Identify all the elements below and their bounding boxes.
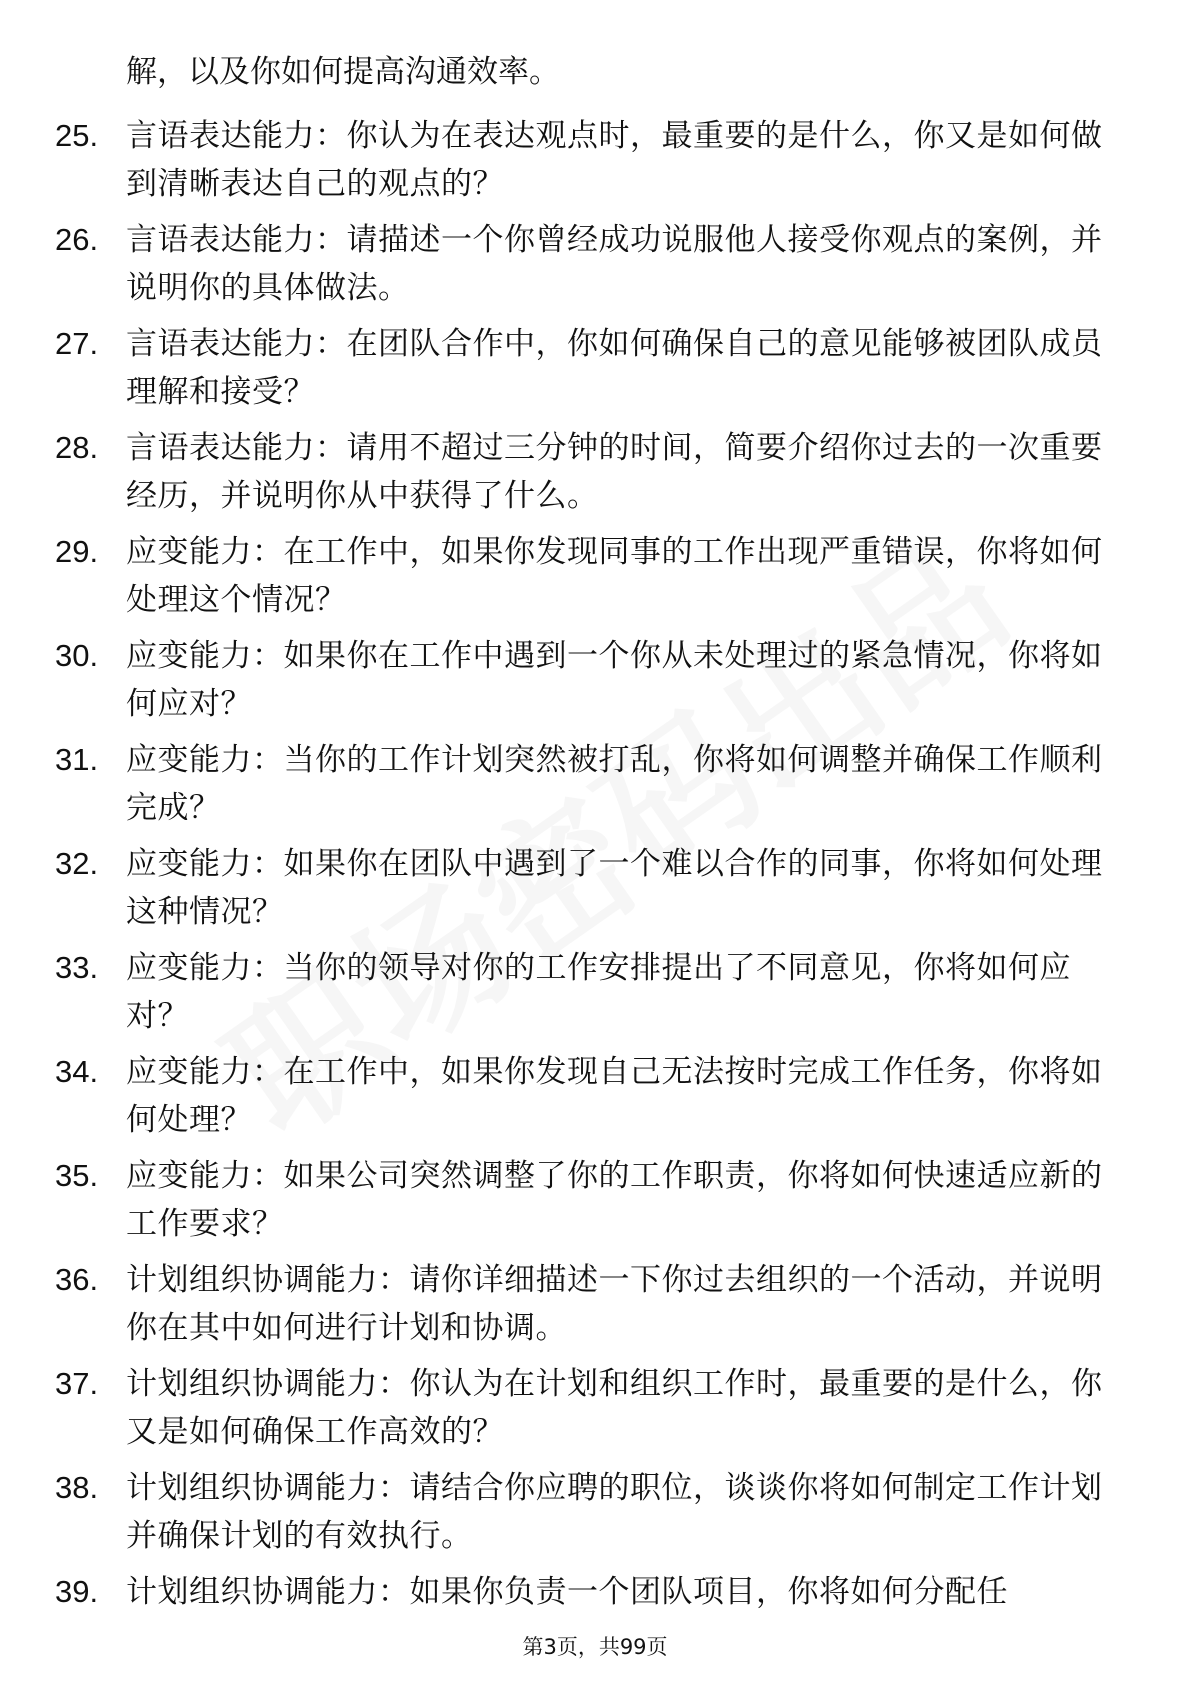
question-text: 应变能力：当你的工作计划突然被打乱，你将如何调整并确保工作顺利完成？ bbox=[126, 742, 1103, 826]
question-number: 38. bbox=[55, 1470, 99, 1505]
question-number: 30. bbox=[55, 638, 99, 673]
question-text: 言语表达能力：请描述一个你曾经成功说服他人接受你观点的案例，并说明你的具体做法。 bbox=[126, 222, 1103, 306]
question-number: 29. bbox=[55, 534, 99, 569]
question-number: 34. bbox=[55, 1054, 99, 1089]
question-number: 26. bbox=[55, 222, 99, 257]
continued-question-text: 解，以及你如何提高沟通效率。 bbox=[126, 54, 560, 90]
question-item-29 bbox=[0, 528, 1190, 632]
question-number: 33. bbox=[55, 950, 99, 985]
question-text: 计划组织协调能力：你认为在计划和组织工作时，最重要的是什么，你又是如何确保工作高效的？ bbox=[126, 1366, 1103, 1450]
question-text: 计划组织协调能力：请结合你应聘的职位，谈谈你将如何制定工作计划并确保计划的有效执行。 bbox=[126, 1470, 1103, 1554]
question-number: 37. bbox=[55, 1366, 99, 1401]
question-number: 39. bbox=[55, 1574, 99, 1609]
question-number: 27. bbox=[55, 326, 99, 361]
question-text: 应变能力：如果你在工作中遇到一个你从未处理过的紧急情况，你将如何应对？ bbox=[126, 638, 1103, 722]
question-text: 言语表达能力：在团队合作中，你如何确保自己的意见能够被团队成员理解和接受？ bbox=[126, 326, 1103, 410]
question-item-34 bbox=[0, 1048, 1190, 1152]
question-text: 应变能力：当你的领导对你的工作安排提出了不同意见，你将如何应对？ bbox=[126, 950, 1071, 1034]
question-text: 应变能力：在工作中，如果你发现自己无法按时完成工作任务，你将如何处理？ bbox=[126, 1054, 1103, 1138]
question-item-38 bbox=[0, 1464, 1190, 1568]
question-text: 应变能力：在工作中，如果你发现同事的工作出现严重错误，你将如何处理这个情况？ bbox=[126, 534, 1103, 618]
question-item-30 bbox=[0, 632, 1190, 736]
question-text: 言语表达能力：请用不超过三分钟的时间，简要介绍你过去的一次重要经历，并说明你从中获得了什么。 bbox=[126, 430, 1103, 514]
question-text: 应变能力：如果你在团队中遇到了一个难以合作的同事，你将如何处理这种情况？ bbox=[126, 846, 1103, 930]
question-number: 35. bbox=[55, 1158, 99, 1193]
question-item-35 bbox=[0, 1152, 1190, 1256]
question-item-32 bbox=[0, 840, 1190, 944]
question-number: 32. bbox=[55, 846, 99, 881]
question-item-26 bbox=[0, 216, 1190, 320]
question-number: 25. bbox=[55, 118, 99, 153]
question-item-33 bbox=[0, 944, 1190, 1048]
question-text: 言语表达能力：你认为在表达观点时，最重要的是什么，你又是如何做到清晰表达自己的观点的？ bbox=[126, 118, 1103, 202]
question-number: 36. bbox=[55, 1262, 99, 1297]
question-item-37 bbox=[0, 1360, 1190, 1464]
question-item-31 bbox=[0, 736, 1190, 840]
question-number: 28. bbox=[55, 430, 99, 465]
question-item-36 bbox=[0, 1256, 1190, 1360]
question-item-25 bbox=[0, 112, 1190, 216]
question-text: 计划组织协调能力：请你详细描述一下你过去组织的一个活动，并说明你在其中如何进行计划和协调。 bbox=[126, 1262, 1103, 1346]
question-item-27 bbox=[0, 320, 1190, 424]
page-number-footer: 第3页，共99页 bbox=[522, 1635, 668, 1659]
question-list bbox=[0, 112, 1190, 1672]
question-number: 31. bbox=[55, 742, 99, 777]
question-item-28 bbox=[0, 424, 1190, 528]
question-text: 应变能力：如果公司突然调整了你的工作职责，你将如何快速适应新的工作要求？ bbox=[126, 1158, 1103, 1242]
question-text: 计划组织协调能力：如果你负责一个团队项目，你将如何分配任 bbox=[126, 1574, 1008, 1610]
